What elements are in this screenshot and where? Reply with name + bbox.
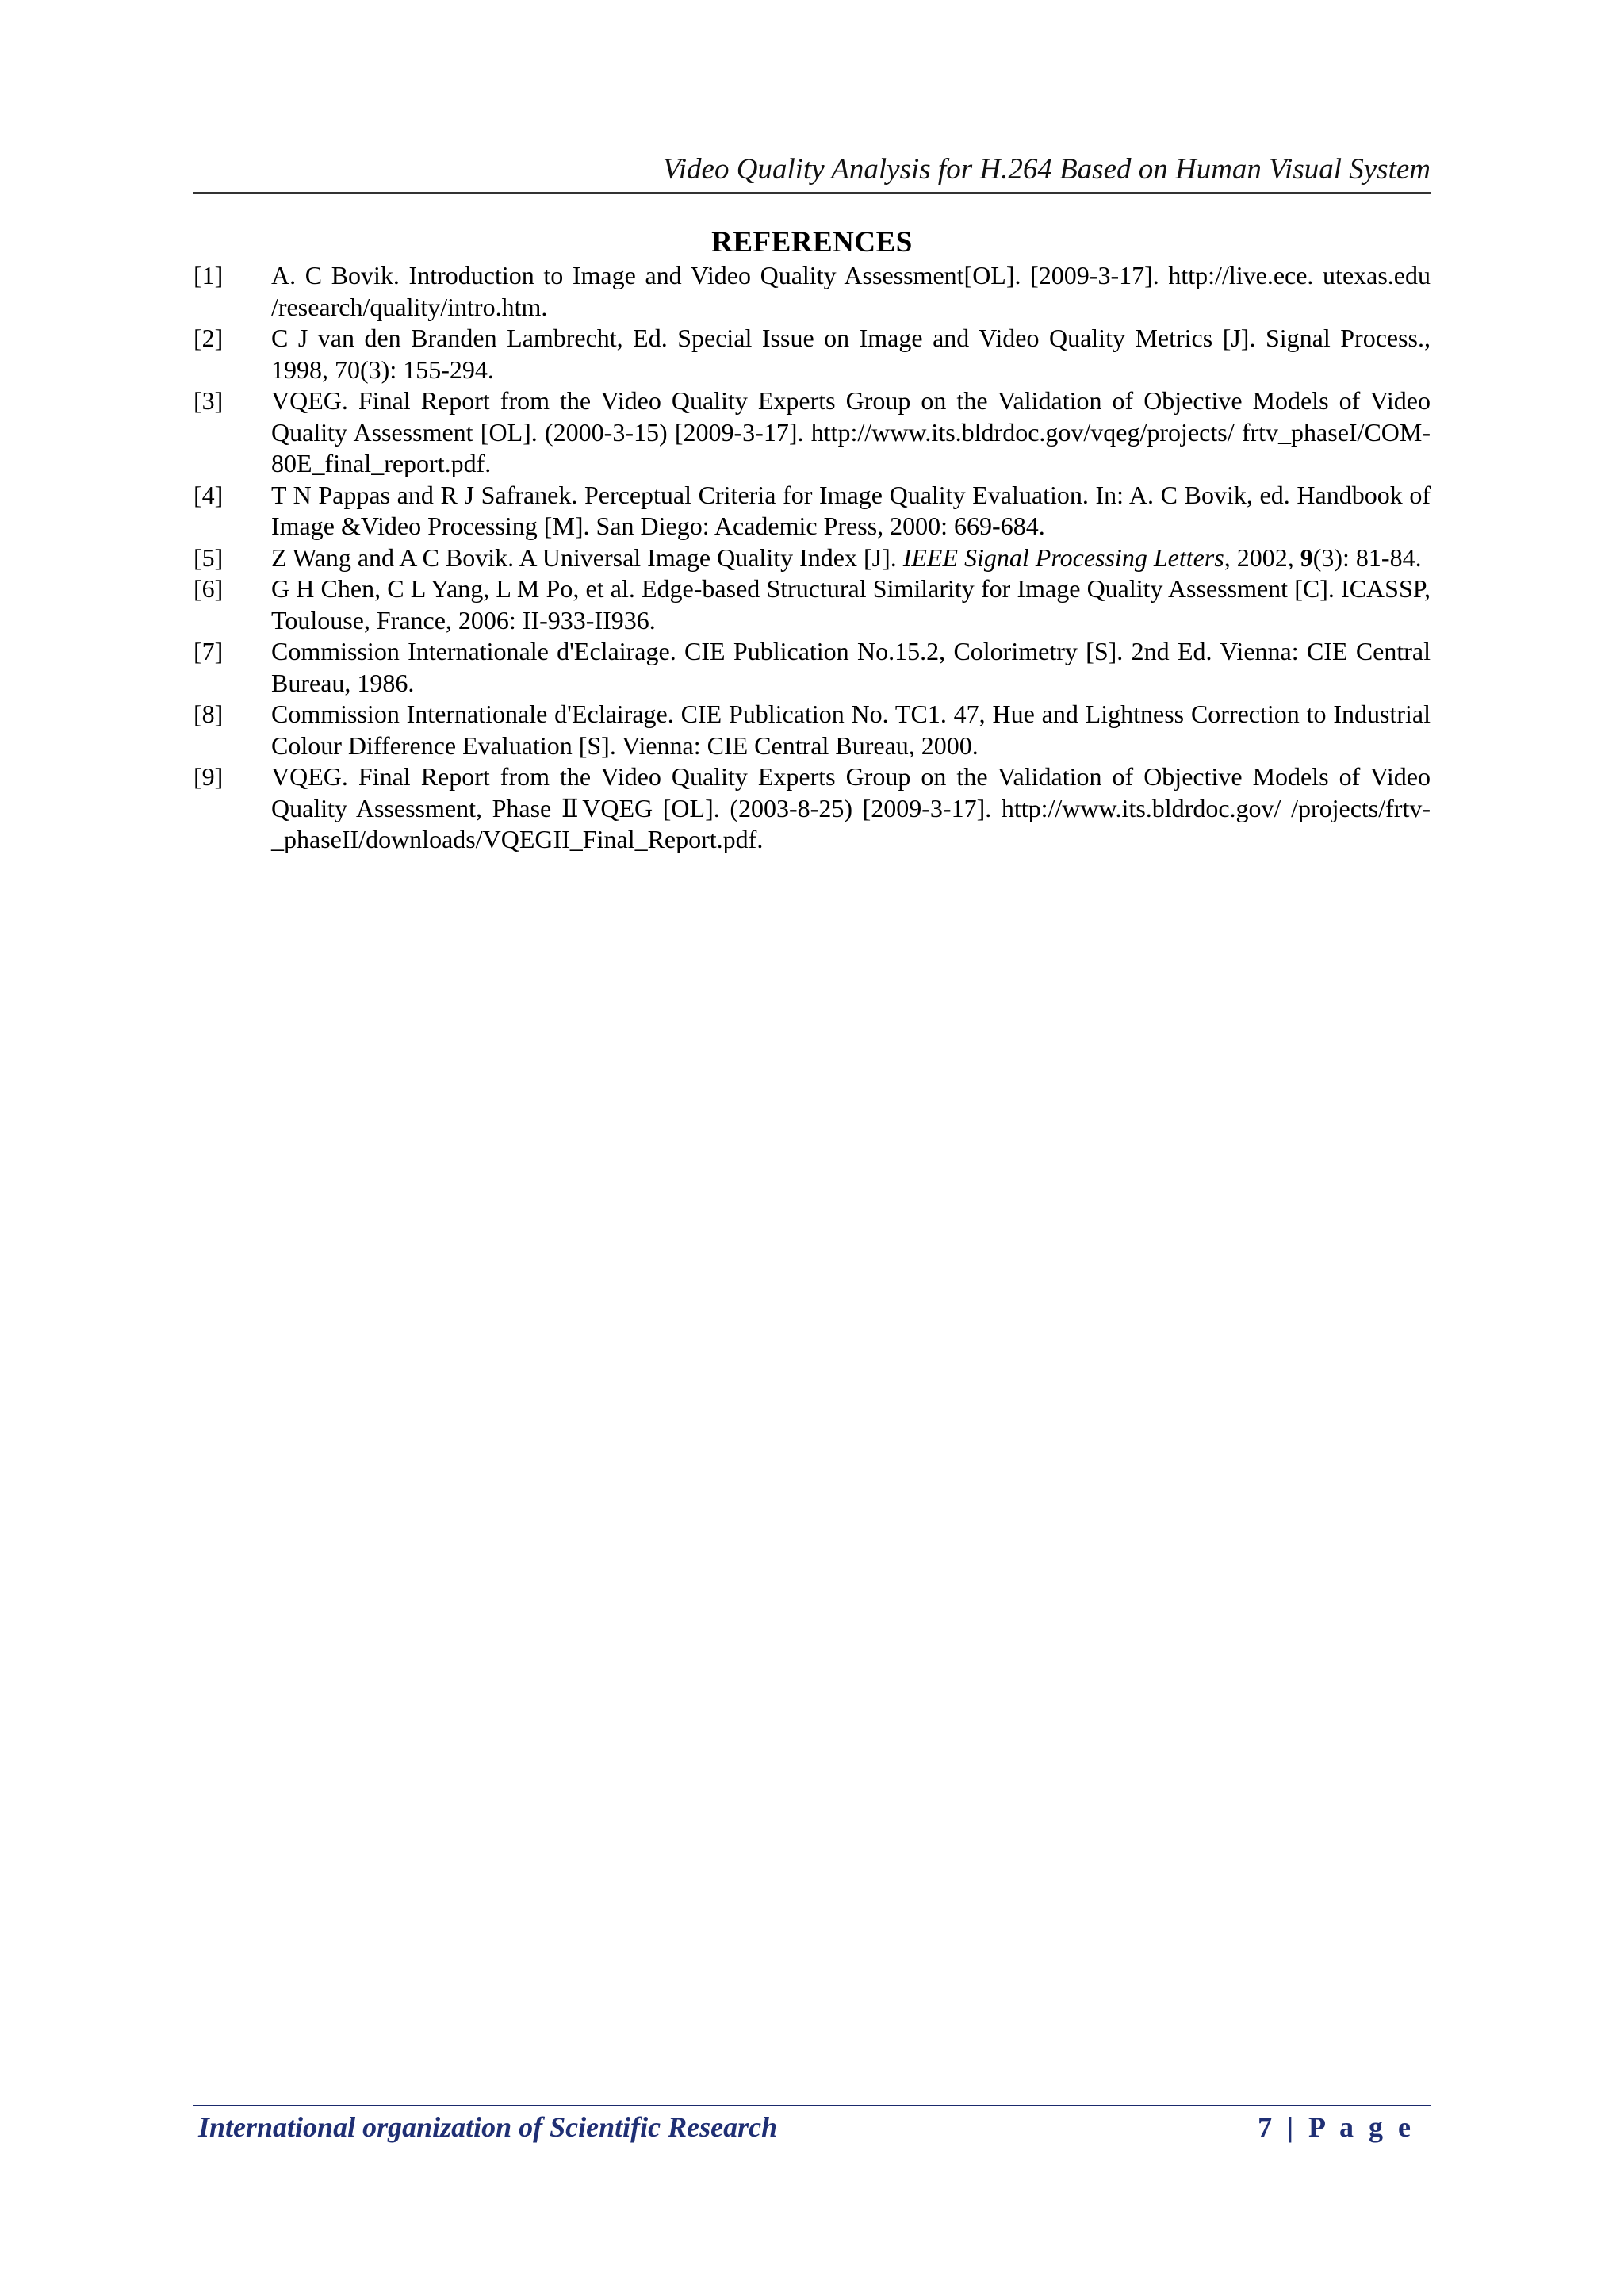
footer-rule	[193, 2105, 1431, 2106]
reference-number: [5]	[193, 542, 224, 572]
reference-text: VQEG. Final Report from the Video Quality Experts Group on the Validation of Objective Models of Video Quality Assessment, Phase ⅡVQEG [OL]. (2003-8-25) [2009-3-17]. http://www.its.bldrdoc.gov/ /projects/frtv- _phaseII/downloads/VQEGII_Final_Report.pdf.	[271, 762, 1431, 853]
reference-item-1	[193, 260, 1431, 323]
reference-number: [8]	[193, 700, 224, 728]
reference-text: C J van den Branden Lambrecht, Ed. Special Issue on Image and Video Quality Metrics [J]. Signal Process., 1998, 70(3): 155-294.	[271, 324, 1431, 384]
reference-item-7	[193, 636, 1431, 699]
reference-text-mid: , 2002,	[1224, 542, 1300, 572]
reference-number: [4]	[193, 480, 224, 509]
references-heading: REFERENCES	[711, 226, 913, 259]
reference-list	[193, 260, 1431, 856]
reference-text-before: Z Wang and A C Bovik. A Universal Image Quality Index [J].	[271, 542, 903, 572]
reference-number: [6]	[193, 574, 224, 603]
reference-item-2	[193, 323, 1431, 385]
page-number: 7 | P a g e	[1258, 2111, 1415, 2143]
reference-text: A. C Bovik. Introduction to Image and Video Quality Assessment[OL]. [2009-3-17]. http://live.ece. utexas.edu /research/quality/intro.htm.	[271, 261, 1431, 321]
volume-number: 9	[1300, 542, 1313, 572]
reference-number: [9]	[193, 762, 224, 791]
reference-item-3	[193, 385, 1431, 480]
reference-number: [2]	[193, 324, 224, 352]
reference-item-9	[193, 761, 1431, 856]
reference-item-4	[193, 480, 1431, 542]
reference-item-6	[193, 573, 1431, 636]
journal-name: IEEE Signal Processing Letters	[902, 542, 1224, 572]
reference-text: G H Chen, C L Yang, L M Po, et al. Edge-based Structural Similarity for Image Quality Assessment [C]. ICASSP, Toulouse, France, 2006: II-933-II936.	[271, 574, 1431, 634]
reference-text: VQEG. Final Report from the Video Quality Experts Group on the Validation of Objective Models of Video Quality Assessment [OL]. (2000-3-15) [2009-3-17]. http://www.its.bldrdoc.gov/vqeg/projects/ frtv_phaseI/COM-80E_final_report.pdf.	[271, 386, 1431, 477]
footer-organization: International organization of Scientific Research	[198, 2111, 778, 2143]
reference-item-5	[193, 542, 1431, 574]
reference-text: Commission Internationale d'Eclairage. CIE Publication No. TC1. 47, Hue and Lightness Correction to Industrial Colour Difference Evaluation [S]. Vienna: CIE Central Bureau, 2000.	[271, 700, 1431, 760]
header-rule	[193, 192, 1431, 194]
reference-item-8	[193, 699, 1431, 761]
reference-text: Commission Internationale d'Eclairage. CIE Publication No.15.2, Colorimetry [S]. 2nd Ed. Vienna: CIE Central Bureau, 1986.	[271, 637, 1431, 697]
running-header-title: Video Quality Analysis for H.264 Based on Human Visual System	[662, 153, 1431, 186]
reference-number: [7]	[193, 637, 224, 665]
reference-text-after: (3): 81-84.	[1312, 542, 1422, 572]
reference-number: [3]	[193, 386, 224, 415]
reference-text: T N Pappas and R J Safranek. Perceptual Criteria for Image Quality Evaluation. In: A. C Bovik, ed. Handbook of Image &Video Processing [M]. San Diego: Academic Press, 2000: 669-684.	[271, 480, 1431, 540]
reference-number: [1]	[193, 261, 224, 289]
reference-text	[271, 542, 1431, 574]
